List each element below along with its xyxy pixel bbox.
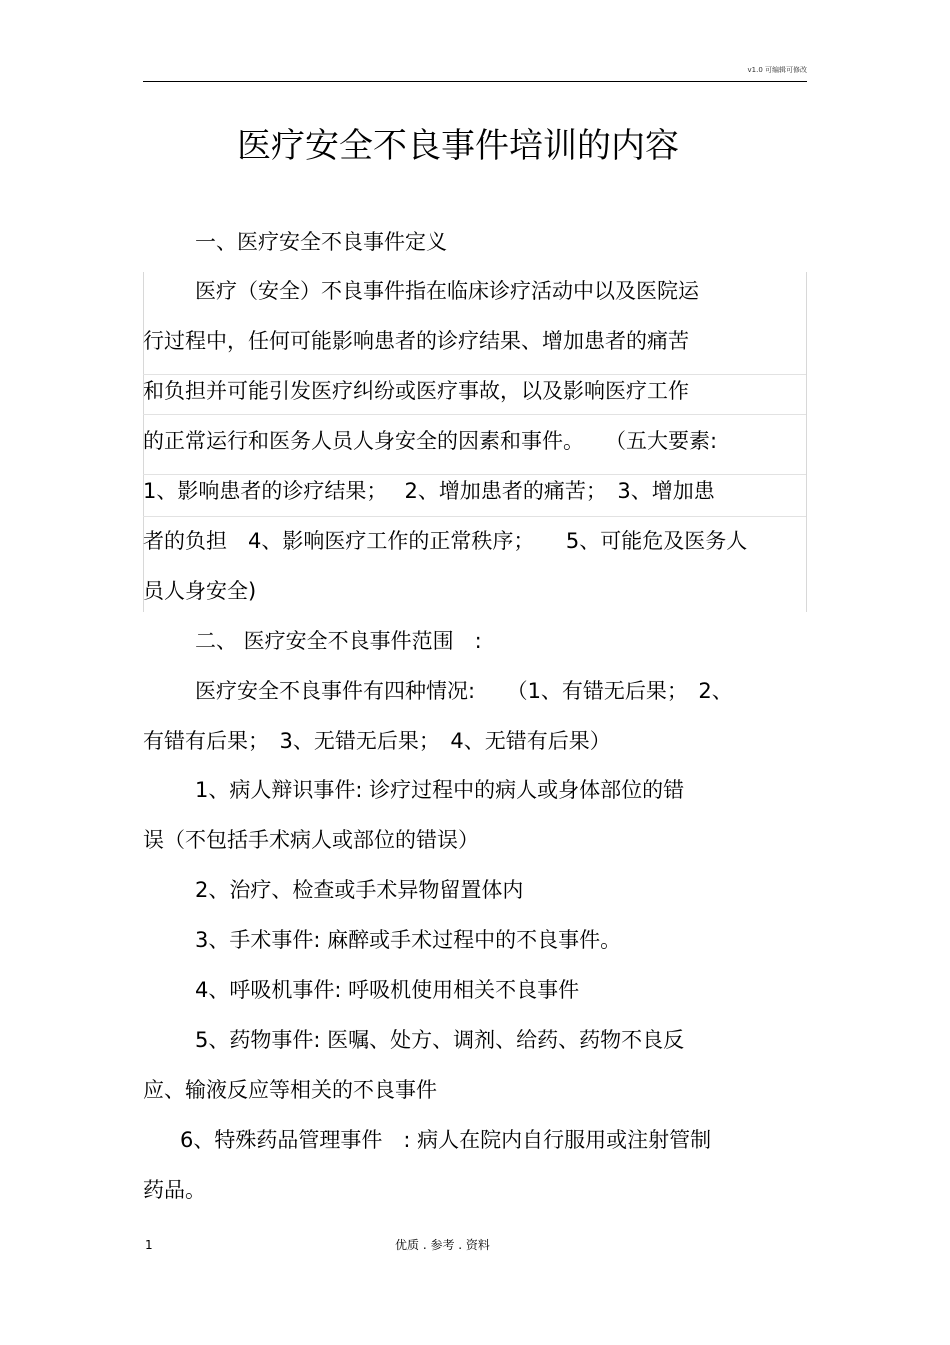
paragraph-line: 行过程中，任何可能影响患者的诊疗结果、增加患者的痛苦 (143, 329, 689, 353)
paragraph-line: 有错有后果； 3、无错无后果； 4、无错有后果） (143, 729, 611, 753)
list-item: 5、药物事件: 医嘱、处方、调剂、给药、药物不良反 (195, 1028, 685, 1052)
list-item: 6、特殊药品管理事件 : 病人在院内自行服用或注射管制 (180, 1128, 712, 1152)
list-item: 1、病人辩识事件: 诊疗过程中的病人或身体部位的错 (195, 778, 685, 802)
paragraph-line: 的正常运行和医务人员人身安全的因素和事件。 （五大要素: (143, 429, 718, 453)
paragraph-line: 者的负担 4、影响医疗工作的正常秩序； 5、可能危及医务人 (143, 529, 748, 553)
list-item: 3、手术事件: 麻醉或手术过程中的不良事件。 (195, 928, 622, 952)
paragraph-line: 员人身安全) (143, 579, 257, 603)
box-right-edge (806, 272, 807, 612)
paragraph-line: 医疗安全不良事件有四种情况: （1、有错无后果； 2、 (195, 679, 733, 703)
section-heading: 一、医疗安全不良事件定义 (195, 230, 447, 254)
box-separator (143, 516, 806, 517)
box-separator (143, 414, 806, 415)
paragraph-line: 医疗（安全）不良事件指在临床诊疗活动中以及医院运 (195, 279, 699, 303)
list-item: 4、呼吸机事件: 呼吸机使用相关不良事件 (195, 978, 580, 1002)
list-item-continuation: 误（不包括手术病人或部位的错误） (143, 828, 479, 852)
list-item-continuation: 应、输液反应等相关的不良事件 (143, 1078, 437, 1102)
page-number: 1 (145, 1238, 153, 1252)
footer-text: 优质 . 参考 . 资料 (395, 1238, 490, 1252)
box-separator (143, 474, 806, 475)
header-rule (143, 81, 807, 82)
paragraph-line: 和负担并可能引发医疗纠纷或医疗事故，以及影响医疗工作 (143, 379, 689, 403)
list-item-continuation: 药品。 (143, 1178, 206, 1202)
page-title: 医疗安全不良事件培训的内容 (237, 126, 679, 166)
list-item: 2、治疗、检查或手术异物留置体内 (195, 878, 524, 902)
paragraph-line: 1、影响患者的诊疗结果； 2、增加患者的痛苦； 3、增加患 (143, 479, 715, 503)
header-note: v1.0 可编辑可修改 (747, 66, 807, 74)
box-separator (143, 374, 806, 375)
section-heading: 二、 医疗安全不良事件范围 : (195, 629, 482, 653)
